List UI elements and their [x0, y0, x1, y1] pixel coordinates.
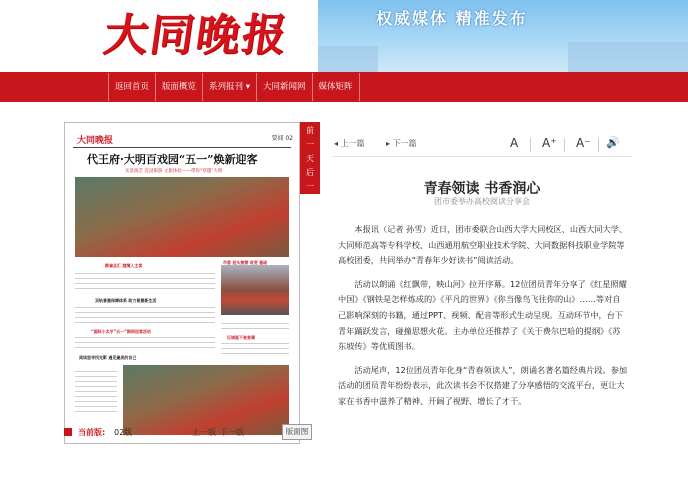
- text-line: [75, 376, 117, 377]
- article-paragraph: 活动以朗诵《红飘带，映山河》拉开序幕。12位团员青年分享了《红星照耀中国》《钢铁是怎样炼成的》《平凡的世界》《你当像鸟飞往你的山》……等对自己影响深刻的书籍，通过PPT、视频、配音等形式生动呈现。互动环节中，台下青年踊跃发言，碰撞思想火花。主办单位还推荐了《关于费尔巴哈的提纲》《苏东坡传》等优质图书。: [338, 278, 627, 352]
- thumbnail-headline[interactable]: 代王府·大明百戏园“五一”焕新迎客: [87, 153, 258, 166]
- text-line: [75, 347, 215, 348]
- text-line: [75, 337, 215, 338]
- text-line: [75, 342, 215, 343]
- nav-item-media-matrix[interactable]: 媒体矩阵: [312, 73, 360, 101]
- thumbnail-caption[interactable]: 市委 迎头接替 改变 基础: [223, 260, 268, 265]
- banner-building: [318, 46, 378, 72]
- thumbnail-caption[interactable]: “国际小太平”五一”期间迎客活动: [91, 329, 151, 334]
- page-icon: [64, 428, 72, 436]
- text-line: [221, 323, 289, 324]
- day-nav-char[interactable]: 前: [306, 126, 314, 135]
- text-line: [75, 401, 117, 402]
- article-toolbar: [332, 134, 632, 156]
- banner-slogan: 权威媒体 精准发布: [376, 9, 528, 28]
- font-default-button[interactable]: A: [510, 136, 519, 150]
- current-page-value: 02版: [114, 428, 133, 437]
- text-line: [75, 396, 117, 397]
- nav-item-news-site[interactable]: 大同新闻网: [256, 73, 312, 101]
- text-line: [75, 322, 215, 323]
- prev-page-link[interactable]: 上一版: [192, 428, 216, 437]
- font-increase-button[interactable]: A⁺: [542, 136, 557, 150]
- speaker-icon[interactable]: 🔊: [606, 136, 620, 149]
- nav-item-overview[interactable]: 版面概览: [155, 73, 202, 101]
- main-nav: [0, 72, 688, 102]
- text-line: [75, 307, 215, 308]
- text-line: [221, 348, 289, 349]
- article-title: 青春领读 书香润心: [423, 181, 541, 197]
- next-article-label[interactable]: 下一篇: [392, 139, 417, 148]
- thumbnail-page-number: 要闻 02: [271, 135, 293, 142]
- nav-item-home[interactable]: 返回首页: [108, 73, 155, 101]
- text-line: [75, 278, 215, 279]
- toolbar-divider-line: [332, 156, 632, 157]
- article-paragraph: 本报讯（记者 孙雪）近日，团市委联合山西大学大同校区、山西大同大学、大同师范高等专科学校、山西通用航空职业技术学院、大同数据科技职业学院等高校团委，共同举办“青春年少好读书”阅读活动。: [338, 224, 628, 266]
- thumbnail-photo-main[interactable]: [75, 177, 289, 257]
- thumbnail-caption[interactable]: 双轨普惠保障体系 助力普惠新生活: [95, 298, 157, 303]
- thumbnail-photo-side[interactable]: [221, 265, 289, 315]
- text-line: [75, 317, 215, 318]
- nav-list: [108, 73, 360, 101]
- text-line: [75, 288, 215, 289]
- site-header: [0, 0, 688, 72]
- day-nav-tab[interactable]: [300, 122, 320, 205]
- thumbnail-caption[interactable]: 巨城诞下泉首蒲: [227, 335, 255, 340]
- toolbar-divider: [530, 138, 531, 152]
- text-line: [75, 386, 117, 387]
- current-page-label: 当前版:: [78, 428, 106, 437]
- day-nav-char[interactable]: 后: [306, 168, 314, 177]
- next-article-link[interactable]: ▸ 下一篇: [386, 139, 417, 148]
- thumbnail-masthead: 大同晚报: [77, 136, 114, 146]
- text-line: [221, 328, 289, 329]
- site-logo[interactable]: 大同晚报: [100, 10, 292, 61]
- text-line: [75, 411, 117, 412]
- layout-view-button[interactable]: 版面图: [282, 424, 312, 440]
- page-pager: [64, 424, 324, 442]
- thumbnail-subline: 实景演艺 沉浸街游 文旅体验——带你“穿越”大明: [125, 169, 223, 174]
- thumbnail-rule: [73, 147, 291, 148]
- article-body: [338, 222, 628, 418]
- article-paragraph: 活动尾声，12位团员青年化身“青春领读人”，朗诵名著名篇经典片段。参加活动的团员青年纷纷表示，此次读书会不仅搭建了分享感悟的交流平台，更让大家在书香中滋养了精神、开阔了视野、增长了才干。: [338, 364, 628, 406]
- text-line: [75, 371, 117, 372]
- prev-article-label[interactable]: 上一篇: [340, 139, 365, 148]
- text-line: [75, 406, 117, 407]
- prev-article-link[interactable]: ◂ 上一篇: [334, 139, 365, 148]
- thumbnail-caption[interactable]: 阅读里寻找光影 遇见最美的自己: [79, 355, 137, 360]
- toolbar-divider: [598, 138, 599, 152]
- thumbnail-caption[interactable]: 群雀总汇 越境入主客: [105, 263, 143, 268]
- text-line: [75, 312, 215, 313]
- article-subtitle: 团市委举办高校阅读分享会: [434, 197, 530, 206]
- day-nav-char[interactable]: 天: [306, 154, 314, 163]
- toolbar-divider: [564, 138, 565, 152]
- day-nav-char[interactable]: 天: [306, 196, 314, 205]
- text-line: [75, 273, 215, 274]
- text-line: [221, 353, 289, 354]
- next-page-link[interactable]: 下一版: [220, 428, 244, 437]
- text-line: [221, 343, 289, 344]
- day-nav-char[interactable]: 一: [306, 182, 314, 191]
- page-thumbnail[interactable]: [64, 122, 300, 444]
- font-decrease-button[interactable]: A⁻: [576, 136, 591, 150]
- nav-item-series[interactable]: 系列报刊 ▾: [202, 73, 256, 101]
- banner-building: [568, 42, 688, 72]
- text-line: [75, 381, 117, 382]
- text-line: [75, 283, 215, 284]
- day-nav-char[interactable]: 一: [306, 140, 314, 149]
- header-banner: [318, 0, 688, 72]
- text-line: [75, 391, 117, 392]
